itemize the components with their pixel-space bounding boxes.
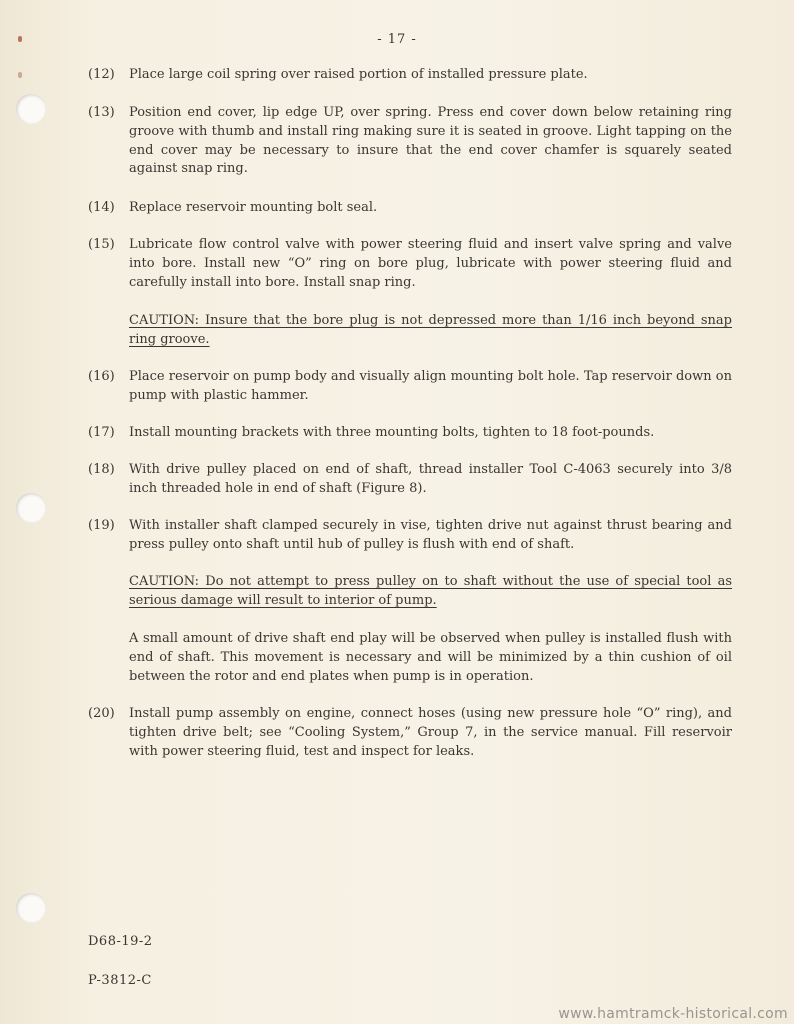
part-number: P-3812-C xyxy=(88,973,152,988)
ink-mark xyxy=(18,72,22,78)
step-number: (13) xyxy=(88,105,115,120)
page-number: - 17 - xyxy=(377,32,417,47)
website-watermark: www.hamtramck-historical.com xyxy=(558,1006,788,1022)
step-text: Install mounting brackets with three mounting bolts, tighten to 18 foot-pounds. xyxy=(129,425,655,440)
step-number: (20) xyxy=(88,706,115,721)
step-text: Place reservoir on pump body and visually align mounting bolt hole. Tap reservoir down on pump with plastic hammer. xyxy=(129,369,732,403)
caution-pulley-tool: CAUTION: Do not attempt to press pulley on to shaft without the use of special tool as serious damage will result to interior of pump. xyxy=(129,574,732,608)
end-play-note: A small amount of drive shaft end play will be observed when pulley is installed flush with end of shaft. This movement is necessary and will be minimized by a thin cushion of oil between the rotor and end plates when pump is in operation. xyxy=(129,631,732,684)
step-text: With installer shaft clamped securely in vise, tighten drive nut against thrust bearing and press pulley onto shaft until hub of pulley is flush with end of shaft. xyxy=(129,518,732,552)
step-number: (15) xyxy=(88,237,115,252)
step-text: With drive pulley placed on end of shaft, thread installer Tool C-4063 securely into 3/8 inch threaded hole in end of shaft (Figure 8). xyxy=(129,462,732,496)
step-number: (16) xyxy=(88,369,115,384)
caution-bore-plug: CAUTION: Insure that the bore plug is not depressed more than 1/16 inch beyond snap ring groove. xyxy=(129,313,732,347)
step-number: (14) xyxy=(88,200,115,215)
punch-hole xyxy=(16,893,46,923)
step-number: (17) xyxy=(88,425,115,440)
step-text: Place large coil spring over raised portion of installed pressure plate. xyxy=(129,67,588,82)
punch-hole xyxy=(16,493,46,523)
step-text: Replace reservoir mounting bolt seal. xyxy=(129,200,378,215)
step-text: Install pump assembly on engine, connect hoses (using new pressure hole “O” ring), and tighten drive belt; see “Cooling System,” Group 7, in the service manual. Fill reservoir with power steering fluid, test and inspect for leaks. xyxy=(129,706,732,759)
punch-hole xyxy=(16,94,46,124)
step-text: Position end cover, lip edge UP, over spring. Press end cover down below retaining ring groove with thumb and install ring making sure it is seated in groove. Light tapping on the end cover may be necessary to insure that the end cover chamfer is squarely seated against snap ring. xyxy=(129,105,732,177)
step-number: (12) xyxy=(88,67,115,82)
step-number: (18) xyxy=(88,462,115,477)
document-code: D68-19-2 xyxy=(88,934,153,949)
step-text: Lubricate flow control valve with power steering fluid and insert valve spring and valve into bore. Install new “O” ring on bore plug, lubricate with power steering fluid and carefully install into bore. Install snap ring. xyxy=(129,237,732,290)
step-number: (19) xyxy=(88,518,115,533)
